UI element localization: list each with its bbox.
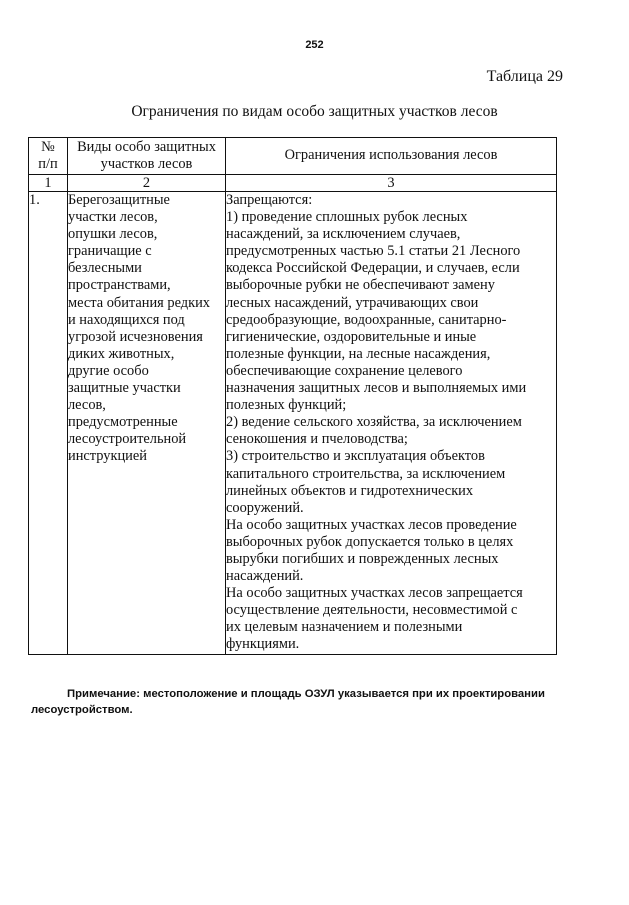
restriction-line: вырубки погибших и поврежденных лесных <box>226 550 499 567</box>
restriction-line: лесных насаждений, утрачивающих свои <box>226 294 479 311</box>
zone-type-line: диких животных, <box>68 345 175 362</box>
zone-type-line: участки лесов, <box>68 209 158 226</box>
table-row <box>29 192 557 655</box>
row-number: 1. <box>29 192 68 655</box>
restrictions-cell <box>226 192 557 655</box>
restriction-line: 1) проведение сплошных рубок лесных <box>226 209 468 226</box>
restriction-line: На особо защитных участках лесов запрещается <box>226 585 523 602</box>
restriction-line: обеспечивающие сохранение целевого <box>226 362 463 379</box>
header-restrictions: Ограничения использования лесов <box>226 138 557 175</box>
header-number-line1: № <box>41 138 55 155</box>
header-type-line2: участков лесов <box>100 156 193 172</box>
zone-type-line: безлесными <box>68 260 142 277</box>
zone-type-line: Берегозащитные <box>68 192 170 208</box>
header-type <box>68 138 226 175</box>
restriction-line: линейных объектов и гидротехнических <box>226 482 474 499</box>
restriction-line: 3) строительство и эксплуатация объектов <box>226 448 485 465</box>
restriction-line: Запрещаются: <box>226 192 313 208</box>
restriction-line: сооружений. <box>226 499 304 516</box>
restriction-line: насаждений. <box>226 568 304 585</box>
note <box>31 686 571 718</box>
zone-type-line: и находящихся под <box>68 311 185 328</box>
restriction-line: функциями. <box>226 636 300 653</box>
page-number: 252 <box>305 39 324 51</box>
restriction-line: выборочные рубки не обеспечивают замену <box>226 277 495 294</box>
restriction-line: их целевым назначением и полезными <box>226 619 463 636</box>
restrictions-table <box>28 137 557 655</box>
restriction-line: На особо защитных участках лесов проведение <box>226 516 517 533</box>
document-title: Ограничения по видам особо защитных участков лесов <box>131 103 498 120</box>
restriction-line: полезных функций; <box>226 397 347 414</box>
restriction-line: осуществление деятельности, несовместимой с <box>226 602 518 619</box>
table-header-row <box>29 138 557 175</box>
zone-type-line: пространствами, <box>68 277 171 294</box>
restriction-line: выборочных рубок допускается только в целях <box>226 533 514 550</box>
zone-type-line: защитные участки <box>68 380 181 397</box>
column-number-row <box>29 175 557 192</box>
column-number-1: 1 <box>29 175 68 192</box>
zone-type-line: предусмотренные <box>68 414 178 431</box>
zone-type-cell <box>68 192 226 655</box>
column-number-3: 3 <box>226 175 557 192</box>
restriction-line: гигиенические, оздоровительные и иные <box>226 328 477 345</box>
restriction-line: сенокошения и пчеловодства; <box>226 431 408 448</box>
zone-type-line: угрозой исчезновения <box>68 328 203 345</box>
header-number-line2: п/п <box>38 156 58 172</box>
table-label: Таблица 29 <box>486 68 563 85</box>
restriction-line: полезные функции, на лесные насаждения, <box>226 345 491 362</box>
restriction-line: кодекса Российской Федерации, и случаев, если <box>226 260 520 277</box>
zone-type-line: граничащие с <box>68 243 152 260</box>
restriction-line: 2) ведение сельского хозяйства, за исключением <box>226 414 522 431</box>
note-line1: Примечание: местоположение и площадь ОЗУЛ указывается при их проектировании <box>67 688 545 700</box>
zone-type-line: лесов, <box>68 397 106 414</box>
zone-type-line: лесоустроительной <box>68 431 187 448</box>
restriction-line: средообразующие, водоохранные, санитарно- <box>226 311 507 328</box>
restriction-line: насаждений, за исключением случаев, <box>226 226 461 243</box>
zone-type-line: другие особо <box>68 362 149 379</box>
header-number <box>29 138 68 175</box>
zone-type-line: места обитания редких <box>68 294 210 311</box>
note-line2: лесоустройством. <box>31 704 133 716</box>
zone-type-line: инструкцией <box>68 448 147 465</box>
column-number-2: 2 <box>68 175 226 192</box>
restriction-line: капитального строительства, за исключением <box>226 465 506 482</box>
header-type-line1: Виды особо защитных <box>77 138 216 155</box>
restriction-line: предусмотренных частью 5.1 статьи 21 Лесного <box>226 243 521 260</box>
restriction-line: назначения защитных лесов и выполняемых ими <box>226 380 527 397</box>
zone-type-line: опушки лесов, <box>68 226 158 243</box>
